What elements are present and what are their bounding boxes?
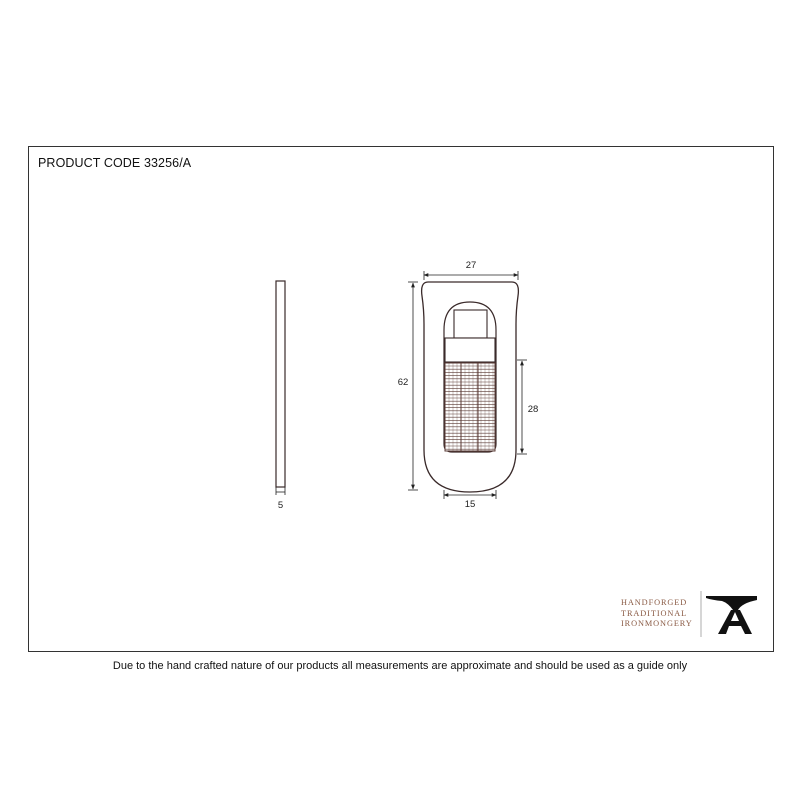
front-view [422, 282, 519, 492]
base-width-dimension: 15 [464, 499, 476, 510]
side-view [276, 281, 285, 495]
product-code-label: PRODUCT CODE 33256/A [38, 156, 192, 170]
height-dimension: 62 [397, 377, 409, 388]
brand-line-3: IRONMONGERY [621, 619, 693, 628]
width-dimension: 27 [465, 260, 477, 271]
brand-line-2: TRADITIONAL [621, 608, 688, 618]
brand-line-1: HANDFORGED [621, 598, 688, 607]
thickness-dimension: 5 [277, 500, 284, 511]
anvil-logo-icon [706, 596, 757, 634]
slot-length-dimension: 28 [527, 404, 539, 415]
brand-text [621, 598, 697, 630]
disclaimer-text: Due to the hand crafted nature of our products all measurements are approximate and should be used as a guide only [112, 660, 688, 672]
hatched-section [445, 363, 495, 451]
